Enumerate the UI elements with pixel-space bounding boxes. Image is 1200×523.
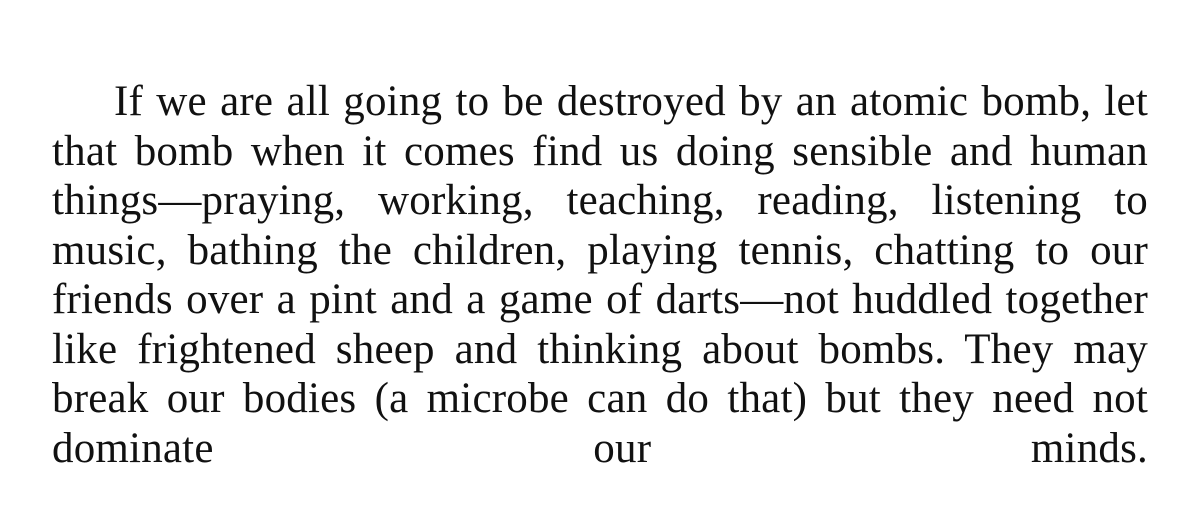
body-paragraph: If we are all going to be destroyed by an atomic bomb, let that bomb when it comes find us doing sensible and human things—praying, working, teaching, reading, listening to music, bathing the children, playing tennis, chatting to our friends over a pint and a game of darts—not huddled together like frightened sheep and thinking about bombs. They may break our bodies (a microbe can do that) but they need not dominate our minds. bbox=[52, 78, 1148, 472]
